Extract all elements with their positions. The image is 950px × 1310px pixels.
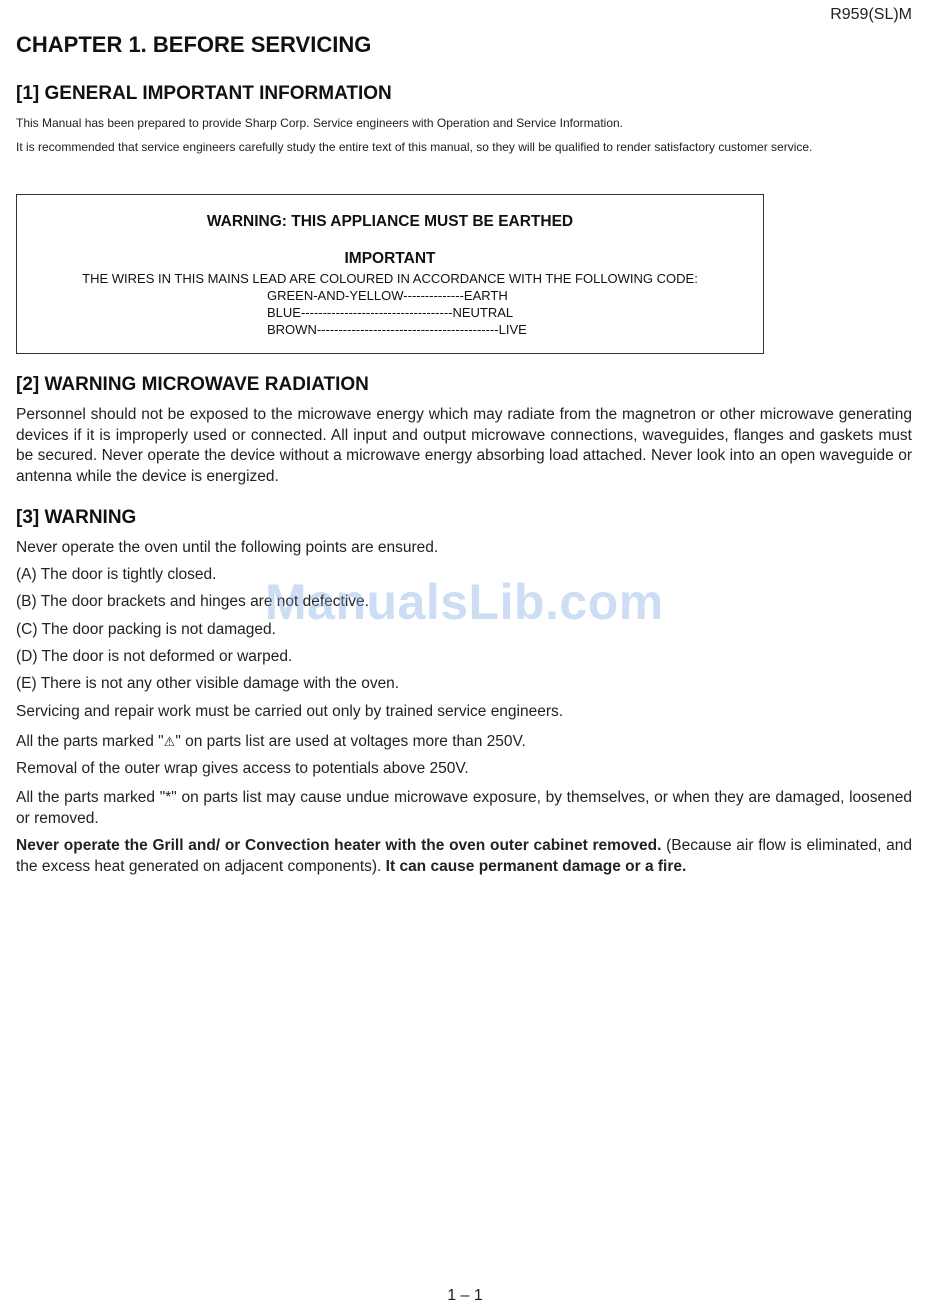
star-parts-note: All the parts marked "*" on parts list may cause undue microwave exposure, by themselves, or when they are damaged, loosened or removed. — [16, 789, 912, 827]
section-3-intro: Never operate the oven until the following points are ensured. — [16, 539, 439, 556]
checklist-item: (B) The door brackets and hinges are not defective. — [16, 593, 369, 610]
checklist-item: (C) The door packing is not damaged. — [16, 621, 276, 638]
warning-box-title: WARNING: THIS APPLIANCE MUST BE EARTHED — [206, 213, 574, 230]
section-2-heading: [2] WARNING MICROWAVE RADIATION — [16, 374, 369, 395]
earthing-warning-box — [16, 194, 764, 354]
watermark: ManualsLib.com — [265, 574, 664, 630]
section-2-body: Personnel should not be exposed to the microwave energy which may radiate from the magnetron or other microwave generating devices if it is improperly used or connected. All input and output microwave connections, waveguides, flanges and gaskets must be secured. Never operate the device without a microwave energy absorbing load attached. Never look into an open waveguide or antenna while the device is energized. — [16, 406, 912, 485]
servicing-note: Servicing and repair work must be carried out only by trained service engineers. — [16, 703, 564, 720]
voltage-note-suffix: " on parts list are used at voltages more than 250V. — [175, 733, 526, 750]
voltage-parts-note — [16, 733, 526, 751]
section-1-heading: [1] GENERAL IMPORTANT INFORMATION — [16, 83, 392, 104]
grill-warning-normal: (Because air flow is eliminated, and the excess heat generated on adjacent components). — [16, 837, 912, 875]
section-3-heading: [3] WARNING — [16, 507, 137, 528]
grill-warning-bold-2: It can cause permanent damage or a fire. — [385, 857, 687, 875]
warning-box-code-line: THE WIRES IN THIS MAINS LEAD ARE COLOURED IN ACCORDANCE WITH THE FOLLOWING CODE: — [82, 271, 698, 286]
checklist-item: (A) The door is tightly closed. — [16, 566, 217, 583]
grill-warning-bold-1: Never operate the Grill and/ or Convection heater with the oven outer cabinet removed. — [16, 837, 662, 854]
page-number: 1 – 1 — [447, 1287, 483, 1304]
checklist-item: (D) The door is not deformed or warped. — [16, 648, 293, 665]
wire-code-neutral: BLUE-----------------------------------NEUTRAL — [267, 305, 514, 320]
chapter-title: CHAPTER 1. BEFORE SERVICING — [16, 32, 372, 57]
grill-convection-warning — [16, 836, 912, 877]
checklist-item: (E) There is not any other visible damage with the oven. — [16, 675, 400, 692]
model-number: R959(SL)M — [830, 6, 912, 23]
wire-code-live: BROWN------------------------------------------LIVE — [267, 322, 527, 337]
section-1-paragraph-1: This Manual has been prepared to provide Sharp Corp. Service engineers with Operation and Service Information. — [16, 116, 624, 130]
outer-wrap-note: Removal of the outer wrap gives access to potentials above 250V. — [16, 760, 469, 777]
warning-box-important: IMPORTANT — [344, 250, 436, 267]
section-1-paragraph-2: It is recommended that service engineers carefully study the entire text of this manual, so they will be qualified to render satisfactory customer service. — [16, 140, 813, 154]
voltage-note-prefix: All the parts marked " — [16, 733, 164, 750]
warning-triangle-icon: ⚠ — [163, 734, 176, 749]
wire-code-earth: GREEN-AND-YELLOW--------------EARTH — [267, 288, 508, 303]
